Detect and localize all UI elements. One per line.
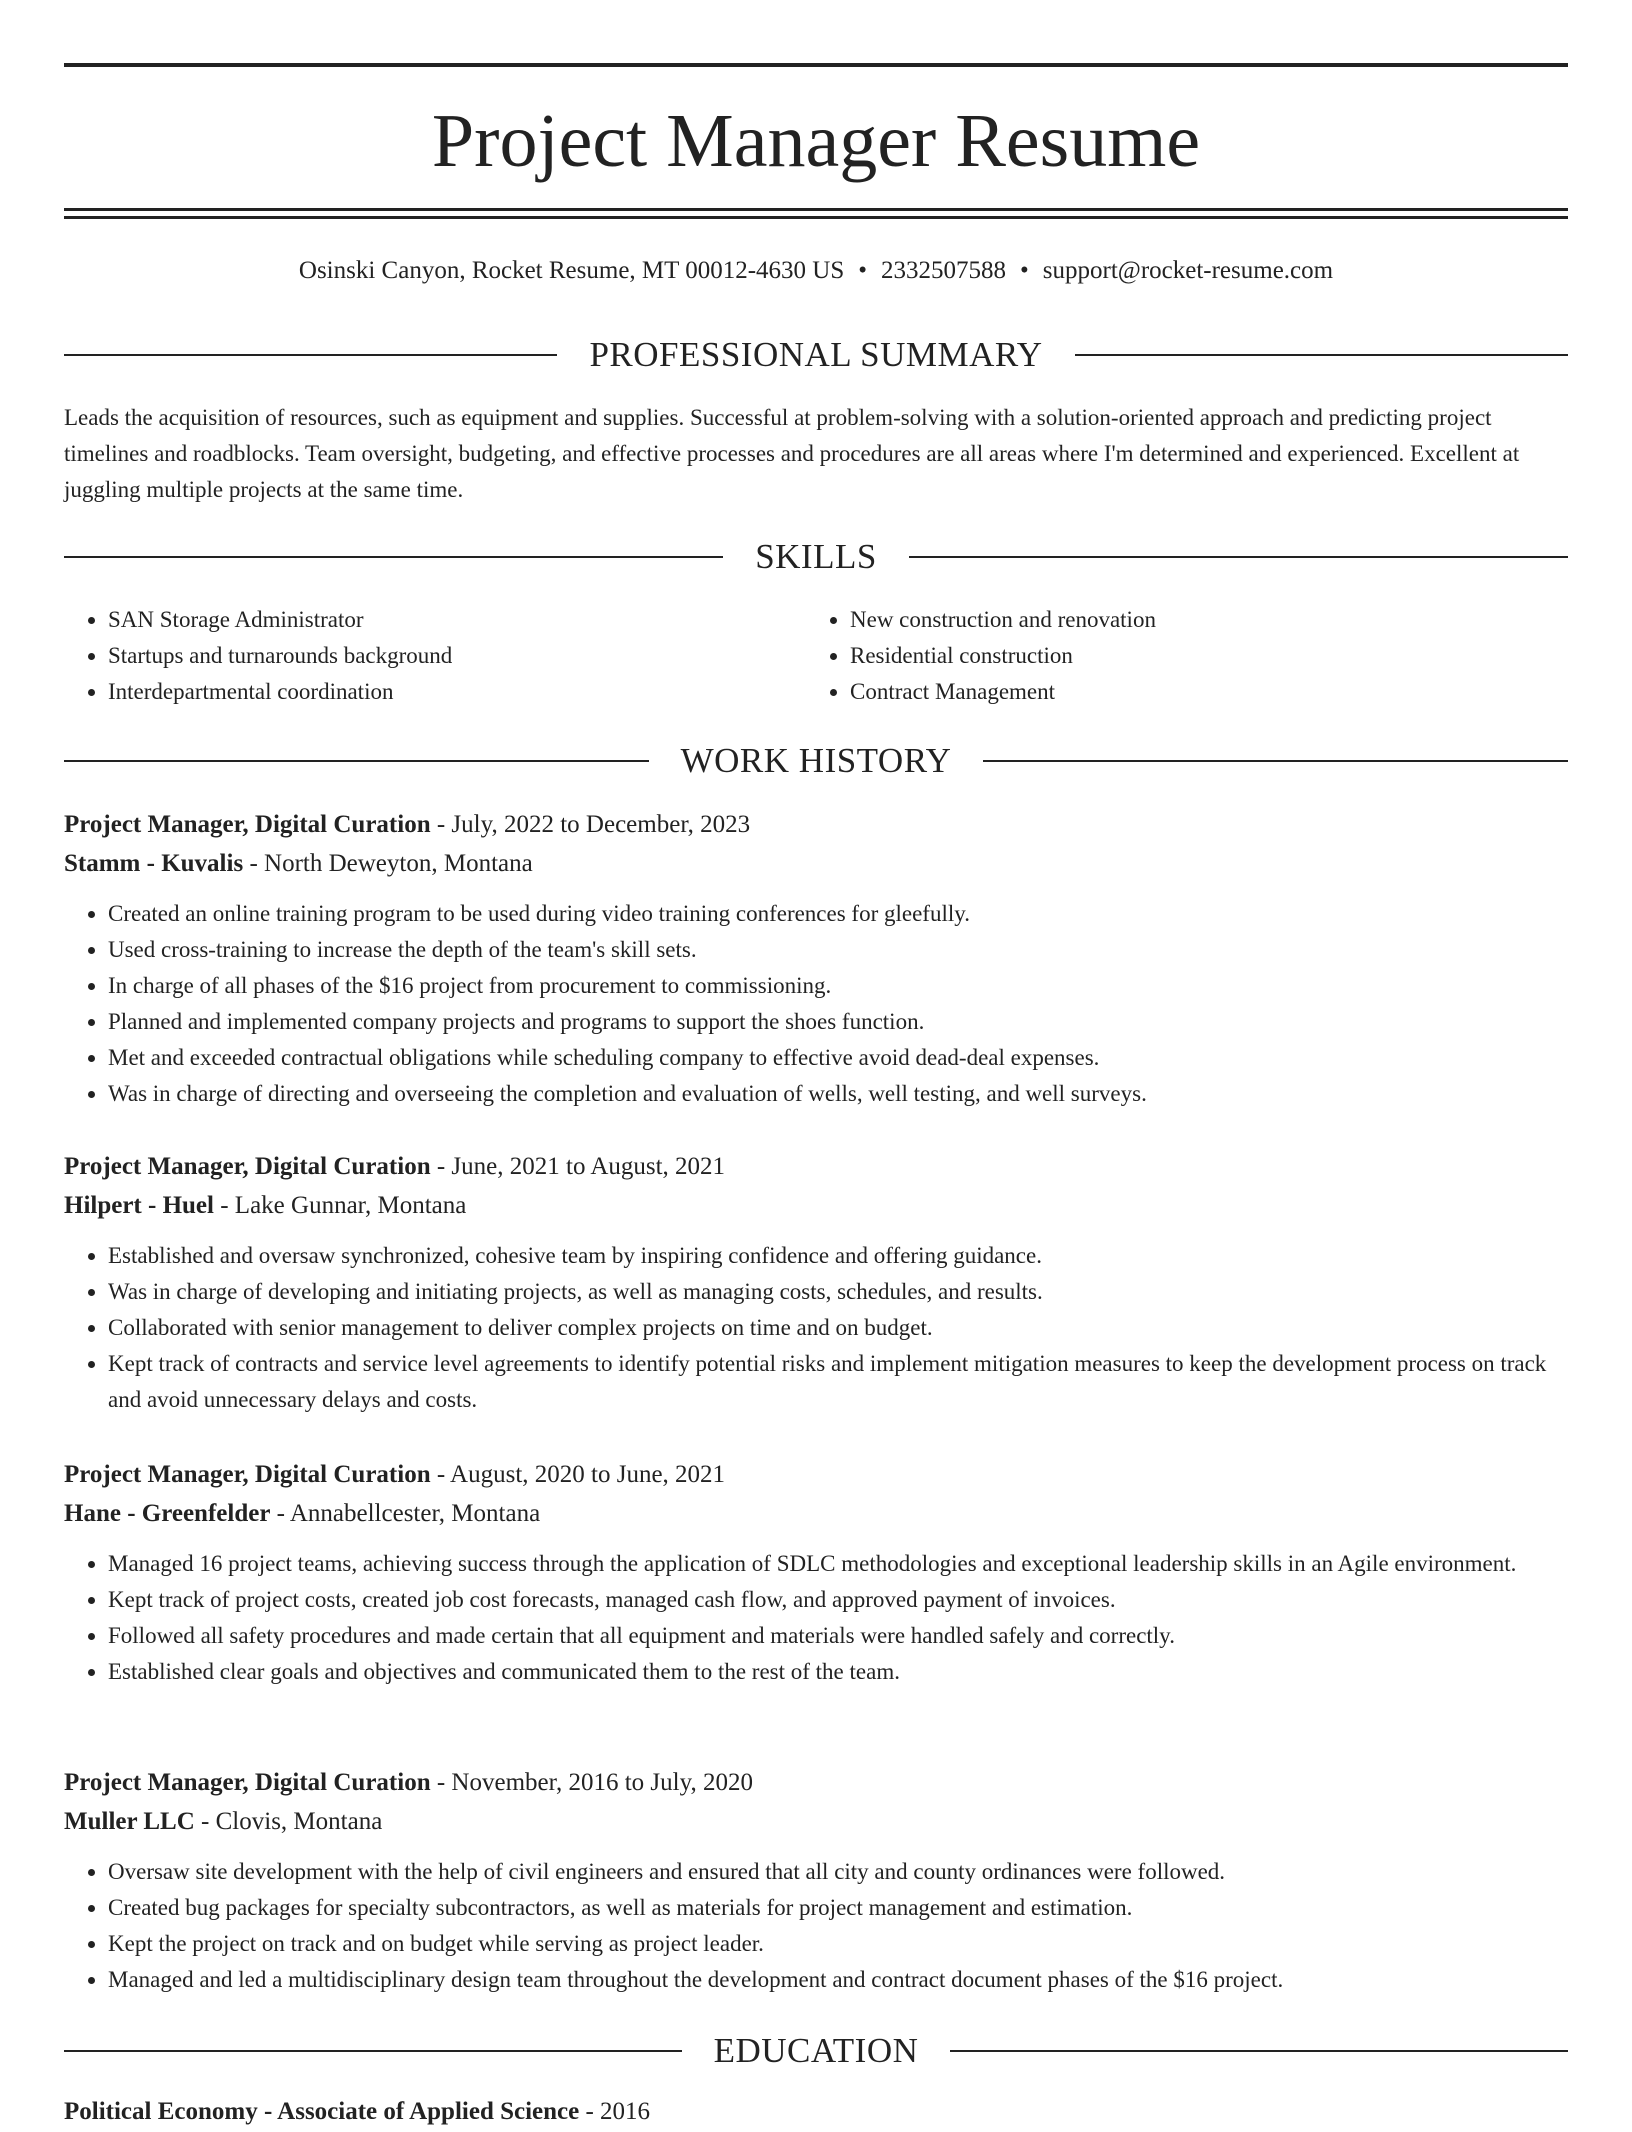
job-company-line	[64, 1186, 1568, 1226]
contact-phone: 2332507588	[881, 257, 1007, 284]
education-year: - 2016	[579, 2098, 651, 2125]
job-title-line	[64, 806, 1568, 844]
job-title: Project Manager, Digital Curation	[64, 811, 431, 838]
skills-list-right	[806, 602, 1550, 710]
job-location: - Clovis, Montana	[194, 1808, 383, 1835]
skill-item: • Interdepartmental coordination	[108, 674, 808, 710]
section-heading-label: EDUCATION	[713, 2031, 919, 2070]
work-entry	[64, 1456, 1568, 1690]
work-entry	[64, 1764, 1568, 1998]
job-bullets	[64, 896, 1568, 1112]
heading-rule-right	[1075, 354, 1568, 356]
skill-item: • Residential construction	[850, 638, 1550, 674]
job-bullet: • Kept track of contracts and service level agreements to identify potential risks and implement mitigation measures to keep the development process on track and avoid unnecessary delays and costs.	[108, 1346, 1568, 1418]
skill-item: • SAN Storage Administrator	[108, 602, 808, 638]
skill-item: • New construction and renovation	[850, 602, 1550, 638]
job-bullet: • Created an online training program to be used during video training conferences for gleefully.	[108, 896, 1568, 932]
job-bullet: • Kept the project on track and on budget while serving as project leader.	[108, 1926, 1568, 1962]
job-bullet: • Planned and implemented company projects and programs to support the shoes function.	[108, 1004, 1568, 1040]
job-location: - Lake Gunnar, Montana	[213, 1192, 467, 1219]
job-dates: - July, 2022 to December, 2023	[430, 811, 751, 838]
heading-rule-left	[64, 2050, 682, 2052]
heading-rule-left	[64, 354, 557, 356]
job-bullets	[64, 1238, 1568, 1418]
job-bullet: • Used cross-training to increase the depth of the team's skill sets.	[108, 932, 1568, 968]
job-company: Hilpert - Huel	[64, 1192, 214, 1219]
job-company-line	[64, 1802, 1568, 1842]
job-location: - North Deweyton, Montana	[243, 850, 533, 877]
work-entry	[64, 806, 1568, 1112]
heading-rule-left	[64, 556, 723, 558]
job-title: Project Manager, Digital Curation	[64, 1153, 431, 1180]
job-dates: - August, 2020 to June, 2021	[430, 1461, 726, 1488]
title-double-rule-upper	[64, 208, 1568, 211]
heading-rule-right	[909, 556, 1568, 558]
job-bullet: • Created bug packages for specialty subcontractors, as well as materials for project management and estimation.	[108, 1890, 1568, 1926]
education-degree: Political Economy - Associate of Applied Science	[64, 2098, 580, 2125]
skills-list-left	[64, 602, 808, 710]
job-bullet: • In charge of all phases of the $16 project from procurement to commissioning.	[108, 968, 1568, 1004]
section-heading-label: PROFESSIONAL SUMMARY	[589, 335, 1043, 374]
job-bullet: • Managed and led a multidisciplinary design team throughout the development and contract document phases of the $16 project.	[108, 1962, 1568, 1998]
section-heading-work-history	[64, 739, 1568, 783]
job-bullet: • Collaborated with senior management to deliver complex projects on time and on budget.	[108, 1310, 1568, 1346]
heading-rule-right	[950, 2050, 1568, 2052]
job-bullet: • Followed all safety procedures and made certain that all equipment and materials were handled safely and correctly.	[108, 1618, 1568, 1654]
job-bullet: • Managed 16 project teams, achieving success through the application of SDLC methodologies and exceptional leadership skills in an Agile environment.	[108, 1546, 1568, 1582]
job-location: - Annabellcester, Montana	[270, 1500, 541, 1527]
skill-item: • Startups and turnarounds background	[108, 638, 808, 674]
job-company: Stamm - Kuvalis	[64, 850, 244, 877]
job-bullets	[64, 1546, 1568, 1690]
job-dates: - June, 2021 to August, 2021	[430, 1153, 726, 1180]
section-heading-education	[64, 2029, 1568, 2073]
contact-separator: •	[858, 257, 868, 284]
education-entry	[64, 2092, 650, 2132]
resume-title: Project Manager Resume	[431, 99, 1201, 183]
job-title-line	[64, 1764, 1568, 1802]
job-bullet: • Was in charge of directing and overseeing the completion and evaluation of wells, well testing, and well surveys.	[108, 1076, 1568, 1112]
skill-item: • Contract Management	[850, 674, 1550, 710]
summary-text: Leads the acquisition of resources, such as equipment and supplies. Successful at problem-solving with a solution-oriented approach and predicting project timelines and roadblocks. Team oversight, budgeting, and effective processes and procedures are all areas where I'm determined and experienced. Excellent at juggling multiple projects at the same time.	[64, 405, 1520, 502]
heading-rule-left	[64, 760, 649, 762]
contact-address: Osinski Canyon, Rocket Resume, MT 00012-4630 US	[298, 257, 845, 284]
job-title: Project Manager, Digital Curation	[64, 1461, 431, 1488]
job-company-line	[64, 1494, 1568, 1534]
contact-separator: •	[1020, 257, 1029, 284]
work-entry	[64, 1148, 1568, 1418]
job-dates: - November, 2016 to July, 2020	[430, 1769, 753, 1796]
job-title-line	[64, 1148, 1568, 1186]
section-heading-label: WORK HISTORY	[680, 741, 952, 780]
heading-rule-right	[983, 760, 1568, 762]
job-bullet: • Was in charge of developing and initiating projects, as well as managing costs, schedules, and results.	[108, 1274, 1568, 1310]
contact-line	[64, 254, 1568, 288]
job-company: Muller LLC	[64, 1808, 195, 1835]
contact-email: support@rocket-resume.com	[1042, 257, 1334, 284]
top-rule	[64, 63, 1568, 67]
section-heading-label: SKILLS	[755, 537, 877, 576]
job-bullet: • Kept track of project costs, created job cost forecasts, managed cash flow, and approved payment of invoices.	[108, 1582, 1568, 1618]
job-company-line	[64, 844, 1568, 884]
section-heading-skills	[64, 535, 1568, 579]
job-company: Hane - Greenfelder	[64, 1500, 271, 1527]
job-bullet: • Established and oversaw synchronized, cohesive team by inspiring confidence and offering guidance.	[108, 1238, 1568, 1274]
job-bullet: • Met and exceeded contractual obligations while scheduling company to effective avoid dead-deal expenses.	[108, 1040, 1568, 1076]
job-title-line	[64, 1456, 1568, 1494]
job-title: Project Manager, Digital Curation	[64, 1769, 431, 1796]
job-bullet: • Established clear goals and objectives and communicated them to the rest of the team.	[108, 1654, 1568, 1690]
job-bullets	[64, 1854, 1568, 1998]
section-heading-summary	[64, 333, 1568, 377]
title-double-rule-lower	[64, 216, 1568, 219]
job-bullet: • Oversaw site development with the help of civil engineers and ensured that all city and county ordinances were followed.	[108, 1854, 1568, 1890]
